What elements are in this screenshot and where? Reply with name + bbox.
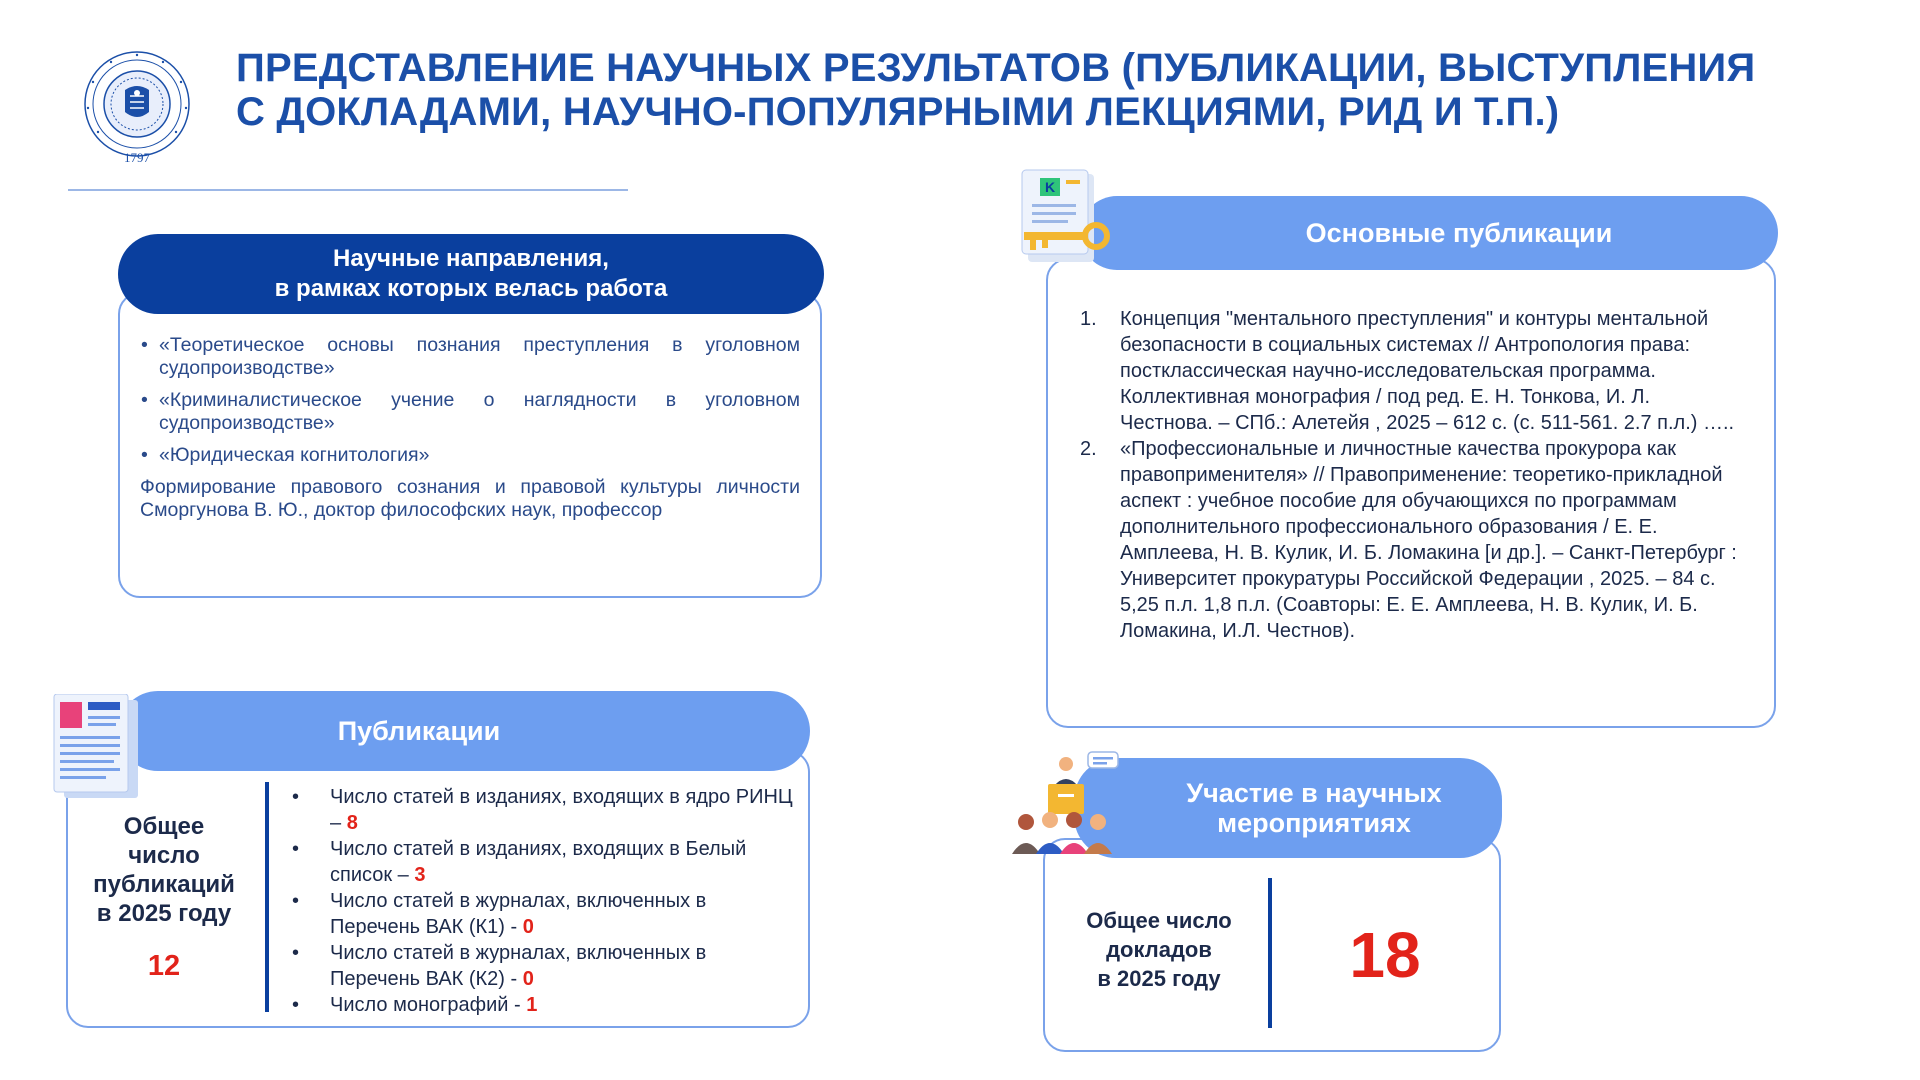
directions-heading-line-1: Научные направления, xyxy=(333,245,609,272)
events-total-label-line: Общее число xyxy=(1086,908,1232,933)
publications-total-label-line: Общее xyxy=(123,813,205,840)
key-letter: K xyxy=(1044,179,1056,195)
publication-stat-text: Число статей в журналах, включенных в Перечень ВАК (К1) - xyxy=(330,890,707,938)
events-divider xyxy=(1268,878,1272,1028)
events-total-label xyxy=(1064,906,1254,993)
main-publication-number: 2. xyxy=(1080,438,1097,460)
publication-stat-value: 8 xyxy=(346,812,358,834)
publications-total-value: 12 xyxy=(147,950,181,982)
main-publication-text: «Профессиональные и личностные качества прокурора как правоприменителя» // Правоприменение: теоретико-прикладной аспект : учебное пособие для обучающихся по программам дополнительного профессионального образования / Е. Е. Амплеева, Н. В. Кулик, И. Б. Ломакина [и др.]. – Санкт-Петербург : Университет прокуратуры Российской Федерации , 2025. – 84 с. 5,25 п.л. 1,8 п.л. (Соавторы: Е. Е. Амплеева, Н. В. Кулик, И. Б. Ломакина, И.Л. Честнов). xyxy=(1120,438,1737,642)
directions-note: Формирование правового сознания и правовой культуры личности Сморгунова В. Ю., доктор философских наук, профессор xyxy=(140,476,800,521)
publications-divider xyxy=(265,782,269,1012)
publication-stat-item xyxy=(290,940,800,992)
main-publications-list xyxy=(1078,306,1738,644)
publication-stat-text: Число статей в журналах, включенных в Перечень ВАК (К2) - xyxy=(330,942,707,990)
scroll-key-icon xyxy=(1010,166,1114,270)
main-publications-heading: Основные публикации xyxy=(1080,196,1778,270)
page-title xyxy=(236,46,1876,134)
publication-stat-text: Число монографий - xyxy=(330,994,527,1016)
university-seal-icon xyxy=(62,46,212,166)
publication-stat-item xyxy=(290,836,800,888)
page-title-line-1: ПРЕДСТАВЛЕНИЕ НАУЧНЫХ РЕЗУЛЬТАТОВ (ПУБЛИКАЦИИ, ВЫСТУПЛЕНИЯ xyxy=(236,46,1756,90)
publication-stat-value: 0 xyxy=(522,968,534,990)
speaker-audience-icon xyxy=(1004,748,1126,858)
publications-total-label-line: в 2025 году xyxy=(96,900,232,927)
logo-year: 1797 xyxy=(124,150,150,165)
publications-total-label xyxy=(78,812,250,928)
publications-total-label-line: число xyxy=(128,842,200,869)
directions-list xyxy=(140,334,800,467)
title-divider xyxy=(68,189,628,191)
publications-heading: Публикации xyxy=(118,691,810,771)
directions-heading-line-2: в рамках которых велась работа xyxy=(274,275,668,302)
publication-stat-value: 0 xyxy=(522,916,534,938)
events-total-label-line: докладов xyxy=(1106,937,1212,962)
direction-item: • «Теоретическое основы познания преступления в уголовном судопроизводстве» xyxy=(140,334,800,380)
main-publication-item xyxy=(1078,436,1738,644)
page-title-line-2: С ДОКЛАДАМИ, НАУЧНО-ПОПУЛЯРНЫМИ ЛЕКЦИЯМИ, РИД И Т.П.) xyxy=(236,90,1560,134)
main-publication-item xyxy=(1078,306,1738,436)
publication-stat-item xyxy=(290,992,800,1018)
directions-body xyxy=(140,334,800,522)
publication-stat-text: Число статей в изданиях, входящих в Белый список – xyxy=(330,838,747,886)
publication-stat-value: 1 xyxy=(526,994,538,1016)
events-total-label-line: в 2025 году xyxy=(1097,966,1221,991)
direction-item: • «Юридическая когнитология» xyxy=(140,444,800,467)
direction-item: • «Криминалистическое учение о наглядности в уголовном судопроизводстве» xyxy=(140,389,800,435)
publications-list xyxy=(290,784,800,1018)
events-heading-line-2: мероприятиях xyxy=(1217,808,1411,838)
publications-total-label-line: публикаций xyxy=(93,871,235,898)
directions-heading xyxy=(118,234,824,314)
events-heading-line-1: Участие в научных xyxy=(1186,778,1442,808)
events-total-value: 18 xyxy=(1349,919,1421,991)
publication-stat-item xyxy=(290,784,800,836)
document-icon xyxy=(50,694,142,802)
publication-stat-value: 3 xyxy=(414,864,426,886)
publication-stat-item xyxy=(290,888,800,940)
main-publication-text: Концепция "ментального преступления" и контуры ментальной безопасности в социальных системах // Антропология права: постклассическая научно-исследовательская программа. Коллективная монография / под ред. Е. Н. Тонкова, И. Л. Честнова. – СПб.: Алетейя , 2025 – 612 с. (с. 511-561. 2.7 п.л.) ….. xyxy=(1120,308,1735,434)
main-publication-number: 1. xyxy=(1080,308,1097,330)
publication-stat-text: Число статей в изданиях, входящих в ядро РИНЦ – xyxy=(330,786,793,834)
events-heading xyxy=(1074,758,1502,858)
